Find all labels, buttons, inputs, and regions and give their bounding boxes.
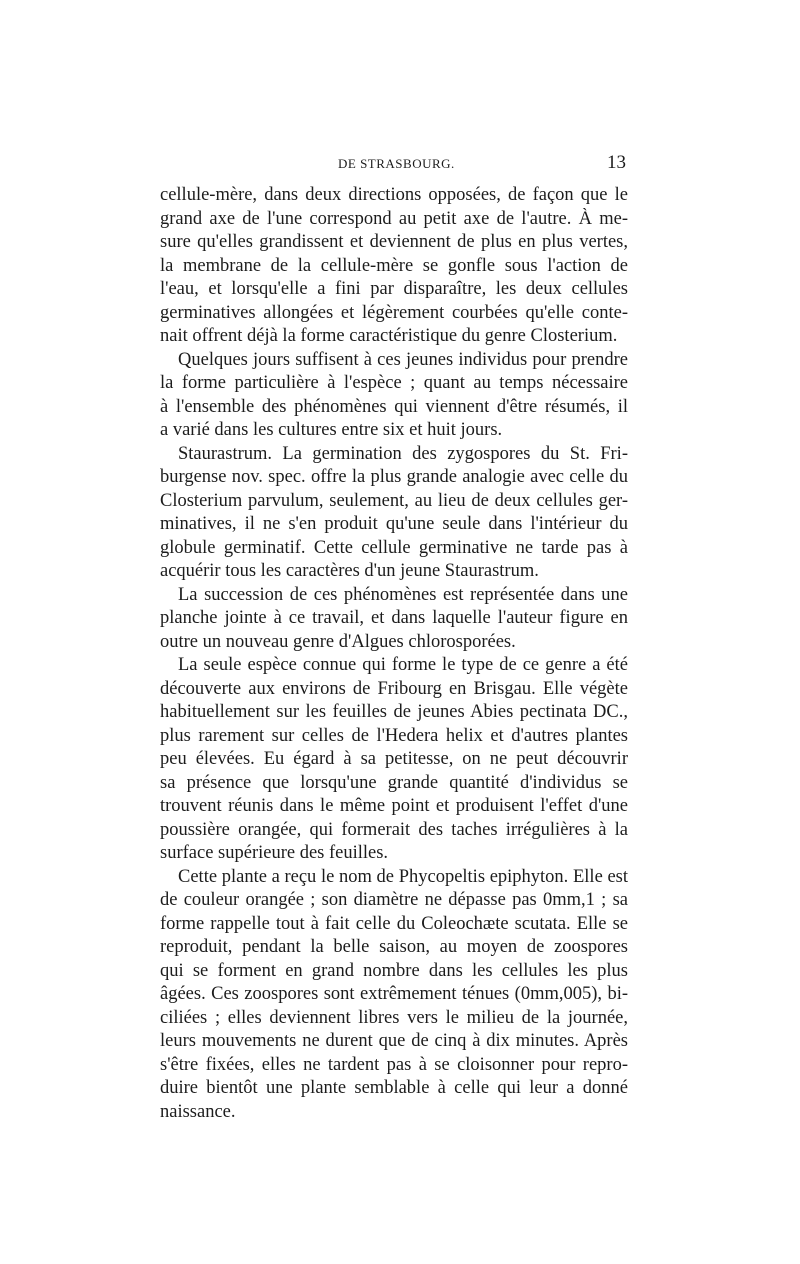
text-line: globule germinatif. Cette cellule germinative ne tarde pas à (160, 537, 628, 558)
text-line: planche jointe à ce travail, et dans laquelle l'auteur figure en (160, 608, 628, 628)
body-text (160, 184, 628, 1124)
text-line: plus rarement sur celles de l'Hedera helix et d'autres plantes (160, 725, 628, 746)
text-line: sure qu'elles grandissent et deviennent de plus en plus vertes, (160, 232, 628, 252)
text-line: reproduit, pendant la belle saison, au moyen de zoospores (160, 937, 628, 957)
running-header (160, 152, 630, 178)
text-line: l'eau, et lorsqu'elle a fini par disparaître, les deux cellules (160, 279, 628, 299)
text-line: outre un nouveau genre d'Algues chlorosporées. (160, 631, 516, 652)
text-line: germinatives allongées et légèrement courbées qu'elle conte- (160, 302, 628, 323)
page-number: 13 (607, 152, 626, 173)
text-line: Cette plante a reçu le nom de Phycopeltis epiphyton. Elle est (178, 866, 628, 887)
text-line: la forme particulière à l'espèce ; quant au temps nécessaire (160, 373, 628, 393)
text-line: trouvent réunis dans le même point et produisent l'effet d'une (160, 796, 628, 816)
text-line: Quelques jours suffisent à ces jeunes individus pour prendre (178, 349, 628, 370)
text-line: qui se forment en grand nombre dans les cellules les plus (160, 960, 628, 981)
text-line: ciliées ; elles deviennent libres vers le milieu de la journée, (160, 1007, 628, 1028)
text-line: nait offrent déjà la forme caractéristique du genre Closterium. (160, 326, 618, 346)
text-line: la membrane de la cellule-mère se gonfle sous l'action de (160, 255, 628, 276)
text-line: acquérir tous les caractères d'un jeune Staurastrum. (160, 561, 539, 581)
text-line: sa présence que lorsqu'une grande quantité d'individus se (160, 772, 628, 793)
text-line: de couleur orangée ; son diamètre ne dépasse pas 0mm,1 ; sa (160, 890, 628, 910)
text-line: âgées. Ces zoospores sont extrêmement ténues (0mm,005), bi- (160, 984, 628, 1004)
text-line: poussière orangée, qui formerait des taches irrégulières à la (160, 819, 628, 840)
header-title: DE STRASBOURG. (338, 156, 455, 171)
text-line: La seule espèce connue qui forme le type de ce genre a été (178, 655, 628, 675)
text-line: duire bientôt une plante semblable à celle qui leur a donné (160, 1078, 628, 1098)
text-line: leurs mouvements ne durent que de cinq à dix minutes. Après (160, 1031, 628, 1051)
text-line: à l'ensemble des phénomènes qui viennent d'être résumés, il (160, 396, 628, 417)
text-line: découverte aux environs de Fribourg en Brisgau. Elle végète (160, 678, 628, 699)
text-line: cellule-mère, dans deux directions opposées, de façon que le (160, 185, 628, 205)
text-line: forme rappelle tout à fait celle du Coleochæte scutata. Elle se (160, 913, 628, 934)
text-line: surface supérieure des feuilles. (160, 843, 389, 863)
text-line: naissance. (160, 1101, 236, 1122)
text-line: habituellement sur les feuilles de jeunes Abies pectinata DC., (160, 702, 628, 722)
text-line: grand axe de l'une correspond au petit axe de l'autre. À me- (160, 208, 628, 229)
text-line: peu élevées. Eu égard à sa petitesse, on ne peut découvrir (160, 749, 628, 769)
text-line: s'être fixées, elles ne tardent pas à se cloisonner pour repro- (160, 1054, 628, 1075)
text-line: a varié dans les cultures entre six et huit jours. (160, 420, 503, 440)
text-line: minatives, il ne s'en produit qu'une seule dans l'intérieur du (160, 514, 628, 534)
text-line: burgense nov. spec. offre la plus grande analogie avec celle du (160, 467, 628, 487)
text-line: Closterium parvulum, seulement, au lieu de deux cellules ger- (160, 490, 628, 511)
text-line: Staurastrum. La germination des zygospores du St. Fri- (178, 443, 628, 464)
text-line: La succession de ces phénomènes est représentée dans une (178, 584, 628, 605)
